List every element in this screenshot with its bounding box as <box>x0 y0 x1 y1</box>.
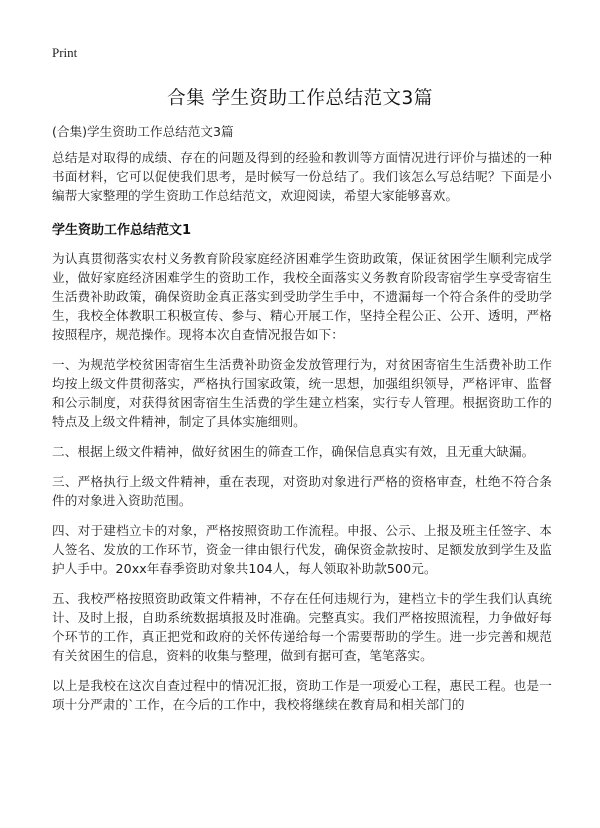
body-paragraph: 三、严格执行上级文件精神，重在表现，对资助对象进行严格的资格审查，杜绝不符合条件的对象进入资助范围。 <box>52 474 552 508</box>
document-subtitle: (合集)学生资助工作总结范文3篇 <box>52 124 234 139</box>
body-paragraph: 四、对于建档立卡的对象，严格按照资助工作流程。申报、公示、上报及班主任签字、本人签名、发放的工作环节，资金一律由银行代发，确保资金款按时、足额发放到学生及监护人手中。20xx年春季资助对象共104人，每人领取补助款500元。 <box>52 523 552 576</box>
document-title: 合集 学生资助工作总结范文3篇 <box>167 88 433 109</box>
body-paragraph: 为认真贯彻落实农村义务教育阶段家庭经济困难学生资助政策，保证贫困学生顺利完成学业，做好家庭经济困难学生的资助工作，我校全面落实义务教育阶段寄宿学生享受寄宿生生活费补助政策，确保资助金真正落实到受助学生手中，不遗漏每一个符合条件的受助学生，我校全体教职工积极宣传、参与、精心开展工作，坚持全程公正、公开、透明，严格按照程序，规范操作。现将本次自查情况报告如下： <box>52 251 552 342</box>
body-paragraph: 一、为规范学校贫困寄宿生生活费补助资金发放管理行为，对贫困寄宿生生活费补助工作均按上级文件贯彻落实，严格执行国家政策，统一思想，加强组织领导，严格评审、监督和公示制度，对获得贫困寄宿生生活费的学生建立档案，实行专人管理。根据资助工作的特点及上级文件精神，制定了具体实施细则。 <box>52 357 552 429</box>
intro-paragraph: 总结是对取得的成绩、存在的问题及得到的经验和教训等方面情况进行评价与描述的一种书面材料，它可以促使我们思考，是时候写一份总结了。我们该怎么写总结呢？下面是小编帮大家整理的学生资助工作总结范文，欢迎阅读，希望大家能够喜欢。 <box>52 150 552 203</box>
body-paragraph: 二、根据上级文件精神，做好贫困生的筛查工作，确保信息真实有效，且无重大缺漏。 <box>52 444 535 459</box>
body-paragraph: 五、我校严格按照资助政策文件精神，不存在任何违规行为，建档立卡的学生我们认真统计、及时上报，自助系统数据填报及时准确。完整真实。我们严格按照流程，力争做好每个环节的工作，真正把党和政府的关怀传递给每一个需要帮助的学生。进一步完善和规范有关贫困生的信息，资料的收集与整理，做到有据可查，笔笔落实。 <box>52 591 552 663</box>
body-paragraph: 以上是我校在这次自查过程中的情况汇报，资助工作是一项爱心工程，惠民工程。也是一项十分严肃的`工作，在今后的工作中，我校将继续在教育局和相关部门的 <box>52 678 552 712</box>
document-body <box>52 148 552 725</box>
print-link[interactable]: Print <box>52 45 78 60</box>
section-heading: 学生资助工作总结范文1 <box>52 223 192 238</box>
